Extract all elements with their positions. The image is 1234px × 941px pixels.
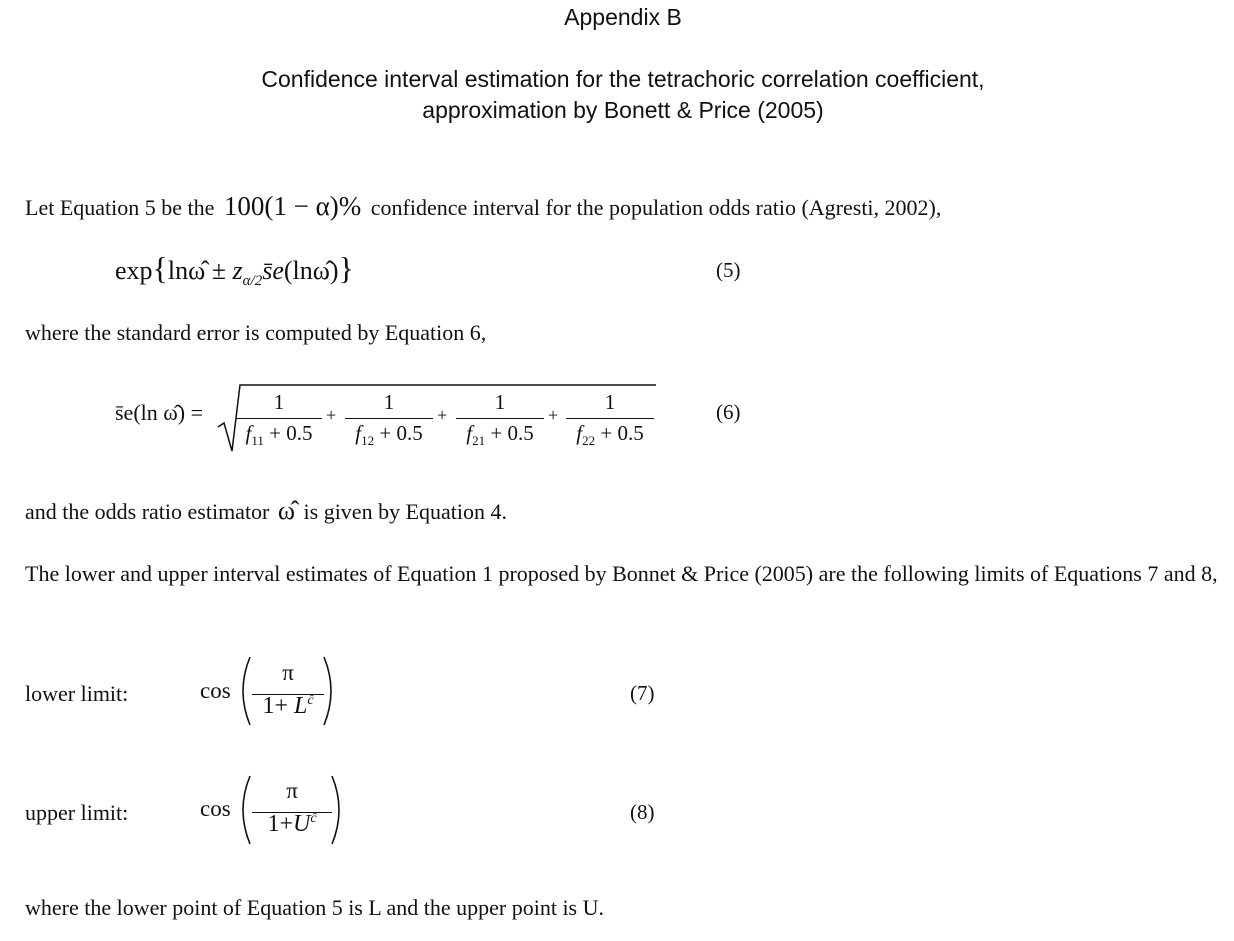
eq6-term-1-bar bbox=[236, 418, 322, 419]
eq6-lhs: s̄e(ln ω̂) = bbox=[115, 400, 203, 425]
eq8-left-paren bbox=[238, 774, 252, 846]
eq6-term-1-numerator: 1 bbox=[273, 390, 285, 414]
paragraph-intro bbox=[25, 190, 941, 224]
eq6-term-2-denominator bbox=[345, 421, 433, 449]
eq6-plus-2: + bbox=[437, 405, 448, 425]
odds-text-before: and the odds ratio estimator bbox=[25, 499, 270, 524]
eq8-denominator bbox=[252, 811, 332, 838]
confidence-level-expression: 100(1 − α)% bbox=[223, 191, 362, 221]
appendix-title: Appendix B bbox=[564, 4, 682, 30]
eq8-base: U bbox=[292, 811, 311, 837]
equation-5 bbox=[115, 250, 354, 290]
eq5-z-subscript: α/2 bbox=[242, 273, 263, 290]
eq6-term-4-numerator: 1 bbox=[604, 390, 616, 414]
eq6-term-2-plus: + 0.5 bbox=[379, 421, 423, 445]
eq5-inner: (lnω̂) bbox=[283, 256, 339, 285]
eq6-term-2-f: f bbox=[355, 421, 362, 445]
eq6-term-1-plus: + 0.5 bbox=[269, 421, 313, 445]
odds-ratio-symbol: ω̂ bbox=[277, 496, 296, 525]
eq7-base: L bbox=[293, 693, 308, 719]
eq8-cos: cos bbox=[200, 796, 231, 821]
eq6-term-1-f: f bbox=[245, 421, 252, 445]
eq5-z: z bbox=[232, 256, 243, 285]
eq6-term-2-numerator: 1 bbox=[383, 390, 395, 414]
eq6-term-3-denominator bbox=[456, 421, 544, 449]
eq8-fraction bbox=[252, 778, 332, 838]
equation-5-number: (5) bbox=[716, 258, 741, 282]
paragraph-odds-ratio bbox=[25, 495, 507, 528]
eq6-term-3 bbox=[456, 390, 544, 449]
eq5-open-brace: { bbox=[152, 250, 168, 286]
eq6-term-3-plus: + 0.5 bbox=[490, 421, 534, 445]
paragraph-interval-estimates: The lower and upper interval estimates of Equation 1 proposed by Bonnet & Price (2005) are the following limits of Equations 7 and 8, bbox=[25, 561, 1218, 586]
eq6-term-1-sub: 11 bbox=[251, 433, 264, 449]
eq5-ln-omega: lnω̂ bbox=[167, 256, 206, 285]
eq5-exp: exp bbox=[115, 256, 153, 285]
paragraph-standard-error: where the standard error is computed by Equation 6, bbox=[25, 320, 487, 345]
intro-text-after: confidence interval for the population odds ratio (Agresti, 2002), bbox=[370, 195, 942, 220]
eq6-term-3-sub: 21 bbox=[472, 433, 486, 449]
equation-7-number: (7) bbox=[630, 681, 655, 705]
eq6-plus-3: + bbox=[548, 405, 559, 425]
subtitle-line-1: Confidence interval estimation for the tetrachoric correlation coefficient, bbox=[261, 66, 985, 92]
eq6-term-2 bbox=[345, 390, 433, 449]
eq6-term-1-denominator bbox=[236, 421, 322, 449]
eq7-denominator-one: 1+ bbox=[262, 693, 288, 719]
equation-8-number: (8) bbox=[630, 800, 655, 824]
eq6-term-1 bbox=[236, 390, 322, 449]
eq7-label: lower limit: bbox=[25, 681, 129, 706]
eq6-plus-1: + bbox=[326, 405, 337, 425]
eq6-term-3-f: f bbox=[466, 421, 473, 445]
eq5-plus-minus: ± bbox=[211, 256, 227, 285]
eq6-term-4-plus: + 0.5 bbox=[600, 421, 644, 445]
equation-6-number: (6) bbox=[716, 400, 741, 424]
subtitle-line-2: approximation by Bonett & Price (2005) bbox=[422, 97, 824, 123]
eq6-term-4 bbox=[566, 390, 654, 449]
eq8-denominator-one: 1+ bbox=[267, 811, 293, 837]
eq6-term-4-sub: 22 bbox=[582, 433, 596, 449]
eq8-numerator: π bbox=[286, 778, 298, 803]
eq8-label: upper limit: bbox=[25, 800, 129, 825]
eq6-term-4-f: f bbox=[576, 421, 583, 445]
eq8-bar bbox=[252, 812, 332, 813]
eq7-cos: cos bbox=[200, 678, 231, 703]
eq6-term-2-sub: 12 bbox=[361, 433, 375, 449]
eq7-right-paren bbox=[322, 655, 336, 727]
eq8-exponent: ĉ bbox=[310, 811, 317, 826]
eq6-term-2-bar bbox=[345, 418, 433, 419]
paragraph-interval-points: where the lower point of Equation 5 is L and the upper point is U. bbox=[25, 895, 605, 920]
eq7-left-paren bbox=[238, 655, 252, 727]
eq7-bar bbox=[252, 694, 324, 695]
intro-text-before: Let Equation 5 be the bbox=[25, 195, 215, 220]
eq6-term-3-numerator: 1 bbox=[494, 390, 506, 414]
eq7-numerator: π bbox=[282, 660, 294, 685]
eq5-se: s̄e bbox=[262, 256, 284, 285]
eq7-denominator bbox=[252, 693, 324, 720]
eq6-term-4-bar bbox=[566, 418, 654, 419]
eq7-fraction bbox=[252, 660, 324, 720]
eq6-term-4-denominator bbox=[566, 421, 654, 449]
eq8-right-paren bbox=[330, 774, 344, 846]
eq5-close-brace: } bbox=[338, 250, 354, 286]
eq6-term-3-bar bbox=[456, 418, 544, 419]
eq7-exponent: ĉ bbox=[307, 693, 314, 708]
odds-text-after: is given by Equation 4. bbox=[303, 499, 507, 524]
